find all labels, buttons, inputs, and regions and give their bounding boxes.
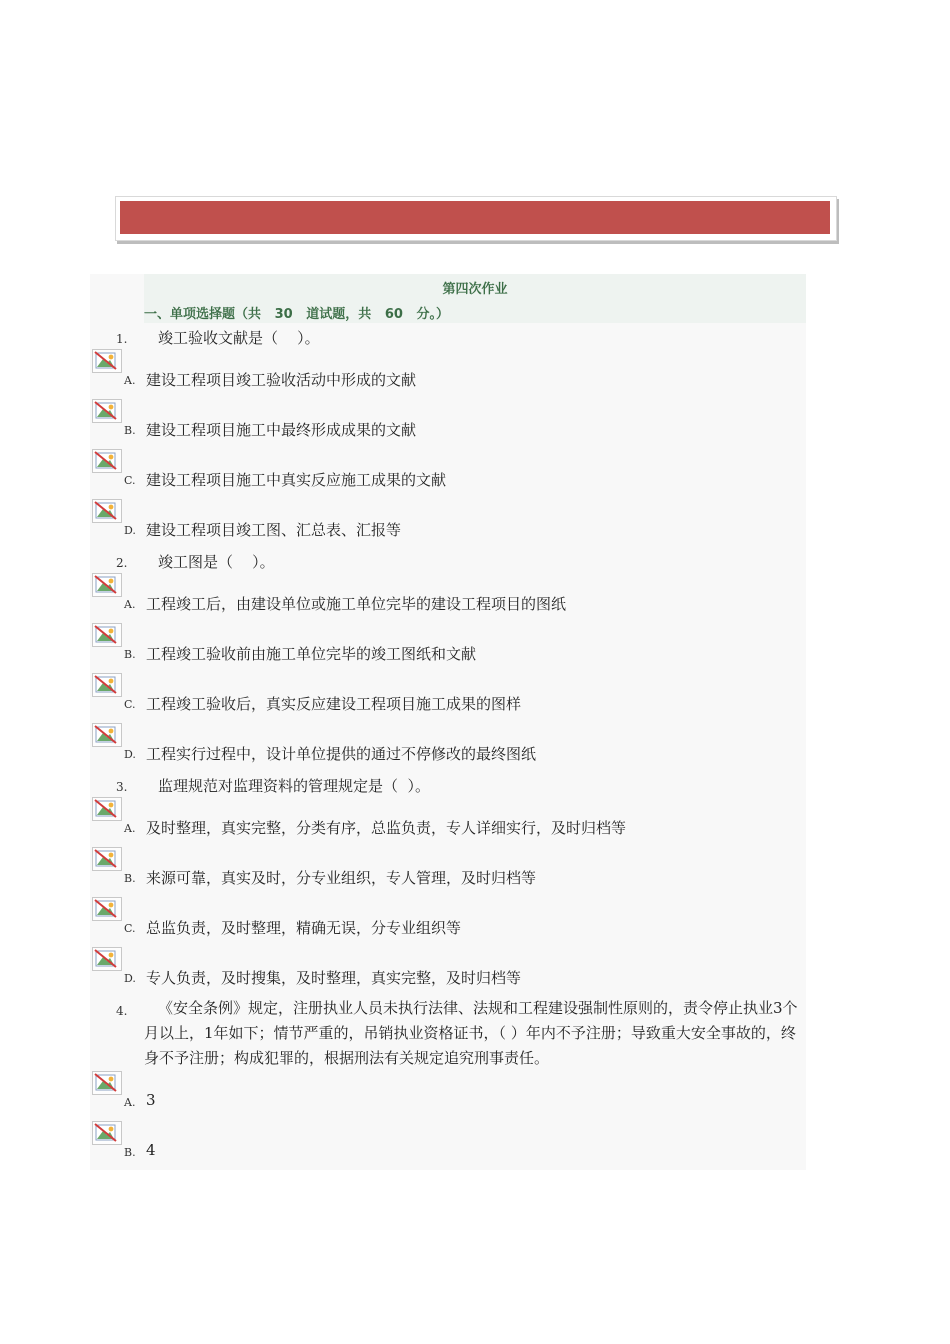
option-d[interactable]: 建设工程项目竣工图、汇总表、汇报等 bbox=[146, 521, 402, 539]
option-a[interactable]: 工程竣工后，由建设单位或施工单位完毕的建设工程项目的图纸 bbox=[146, 595, 567, 613]
question-text: 竣工验收文献是（ ）。 bbox=[158, 329, 320, 347]
question-text: 竣工图是（ ）。 bbox=[158, 553, 275, 571]
question-text: 监理规范对监理资料的管理规定是（ ）。 bbox=[158, 777, 431, 795]
option-c[interactable]: 总监负责，及时整理，精确无误，分专业组织等 bbox=[146, 919, 462, 937]
section-title: 一、单项选择题（共 30 道试题，共 60 分。） bbox=[144, 307, 449, 322]
option-letter: B. bbox=[124, 1146, 136, 1159]
broken-image-icon bbox=[92, 399, 122, 423]
broken-image-icon bbox=[92, 673, 122, 697]
option-letter: B. bbox=[124, 424, 136, 437]
question-text: 《安全条例》规定，注册执业人员未执行法律、法规和工程建设强制性原则的，责令停止执业3个月以上，1年如下；情节严重的，吊销执业资格证书，（ ）年内不予注册；导致重大安全事故的，终身不予注册；构成犯罪的，根据刑法有关规定追究刑事责任。 bbox=[144, 999, 798, 1067]
option-letter: A. bbox=[124, 1096, 136, 1109]
broken-image-icon bbox=[92, 449, 122, 473]
question-number: 3. bbox=[116, 780, 128, 794]
homework-panel bbox=[90, 274, 806, 1170]
broken-image-icon bbox=[92, 897, 122, 921]
question-number: 1. bbox=[116, 332, 128, 346]
broken-image-icon bbox=[92, 947, 122, 971]
broken-image-icon bbox=[92, 623, 122, 647]
homework-title: 第四次作业 bbox=[442, 282, 508, 297]
option-letter: D. bbox=[124, 524, 136, 537]
option-letter: A. bbox=[124, 822, 136, 835]
question-number: 2. bbox=[116, 556, 128, 570]
header-banner-frame bbox=[115, 196, 837, 241]
option-letter: D. bbox=[124, 972, 136, 985]
option-letter: D. bbox=[124, 748, 136, 761]
option-a[interactable]: 3 bbox=[146, 1091, 156, 1109]
question-number: 4. bbox=[116, 1004, 128, 1018]
option-letter: B. bbox=[124, 872, 136, 885]
option-b[interactable]: 4 bbox=[146, 1141, 156, 1159]
option-b[interactable]: 建设工程项目施工中最终形成成果的文献 bbox=[146, 421, 417, 439]
option-b[interactable]: 来源可靠，真实及时，分专业组织，专人管理，及时归档等 bbox=[146, 869, 537, 887]
option-a[interactable]: 建设工程项目竣工验收活动中形成的文献 bbox=[146, 371, 417, 389]
option-c[interactable]: 工程竣工验收后，真实反应建设工程项目施工成果的图样 bbox=[146, 695, 522, 713]
option-letter: C. bbox=[124, 474, 136, 487]
option-b[interactable]: 工程竣工验收前由施工单位完毕的竣工图纸和文献 bbox=[146, 645, 477, 663]
option-c[interactable]: 建设工程项目施工中真实反应施工成果的文献 bbox=[146, 471, 447, 489]
broken-image-icon bbox=[92, 573, 122, 597]
option-letter: A. bbox=[124, 374, 136, 387]
broken-image-icon bbox=[92, 499, 122, 523]
broken-image-icon bbox=[92, 1071, 122, 1095]
option-letter: B. bbox=[124, 648, 136, 661]
header-banner bbox=[120, 201, 830, 234]
broken-image-icon bbox=[92, 723, 122, 747]
option-letter: A. bbox=[124, 598, 136, 611]
option-d[interactable]: 工程实行过程中，设计单位提供的通过不停修改的最终图纸 bbox=[146, 745, 537, 763]
broken-image-icon bbox=[92, 797, 122, 821]
broken-image-icon bbox=[92, 1121, 122, 1145]
broken-image-icon bbox=[92, 349, 122, 373]
broken-image-icon bbox=[92, 847, 122, 871]
option-d[interactable]: 专人负责，及时搜集，及时整理，真实完整，及时归档等 bbox=[146, 969, 522, 987]
option-letter: C. bbox=[124, 698, 136, 711]
option-letter: C. bbox=[124, 922, 136, 935]
option-a[interactable]: 及时整理，真实完整，分类有序，总监负责，专人详细实行，及时归档等 bbox=[146, 819, 627, 837]
